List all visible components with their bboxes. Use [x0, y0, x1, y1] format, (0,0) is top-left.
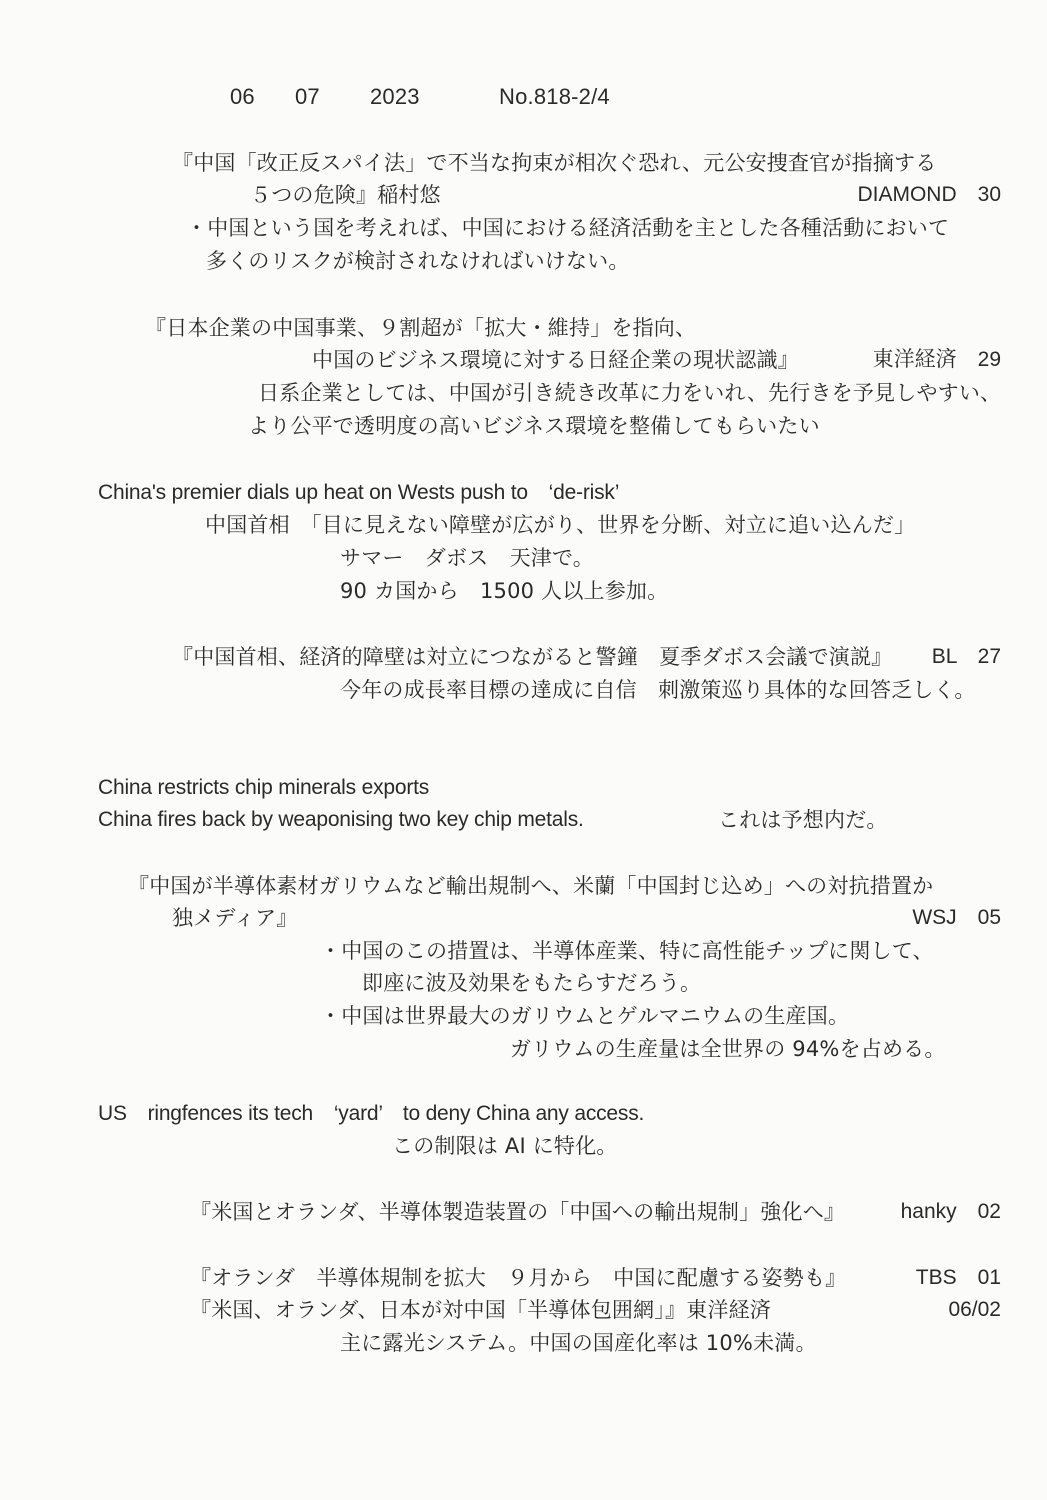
article-title-cont: 中国のビジネス環境に対する日経企業の現状認識』 — [312, 348, 799, 372]
article-note: ・中国は世界最大のガリウムとゲルマニウムの生産国。 — [320, 1004, 850, 1028]
section-headline: China restricts chip minerals exports — [98, 776, 430, 799]
header-number: No.818-2/4 — [499, 84, 610, 109]
article-note: ・中国のこの措置は、半導体産業、特に高性能チップに関して、 — [320, 939, 934, 963]
article-note: 即座に波及効果をもたらすだろう。 — [362, 971, 702, 995]
article-source: WSJ 05 — [912, 906, 1001, 929]
article-title-cont: ５つの危険』稲村悠 — [250, 183, 441, 207]
header-day: 06 — [230, 84, 255, 109]
article-title: 『中国「改正反スパイ法」で不当な拘束が相次ぐ恐れ、元公安捜査官が指摘する — [172, 151, 937, 175]
article-note: 主に露光システム。中国の国産化率は 10%未満。 — [340, 1331, 817, 1355]
article-note: 今年の成長率目標の達成に自信 刺激策巡り具体的な回答乏しく。 — [340, 678, 976, 702]
section-headline: China's premier dials up heat on Wests push to ‘de-risk’ — [98, 481, 620, 504]
premier-detail: 90 カ国から 1500 人以上参加。 — [340, 579, 669, 603]
article-source: hanky 02 — [900, 1200, 1001, 1223]
header-month: 07 — [295, 84, 320, 109]
article-source: 06/02 — [948, 1298, 1001, 1321]
section-headline: US ringfences its tech ‘yard’ to deny China any access. — [98, 1102, 645, 1125]
article-source: DIAMOND 30 — [857, 183, 1001, 206]
article-source: TBS 01 — [915, 1266, 1001, 1289]
article-note: ガリウムの生産量は全世界の 94%を占める。 — [510, 1037, 946, 1061]
article-title: 『オランダ 半導体規制を拡大 ９月から 中国に配慮する姿勢も』 — [190, 1266, 847, 1290]
section-comment: これは予想内だ。 — [718, 808, 888, 832]
section-headline-sub: China fires back by weaponising two key chip metals. — [98, 808, 584, 831]
article-title-cont: 独メディア』 — [172, 906, 298, 930]
article-note: 日系企業としては、中国が引き続き改革に力をいれ、先行きを予見しやすい、 — [258, 381, 1002, 405]
header-year: 2023 — [370, 84, 420, 109]
article-source: BL 27 — [931, 645, 1001, 668]
article-title: 『米国とオランダ、半導体製造装置の「中国への輸出規制」強化へ』 — [190, 1200, 846, 1224]
article-title: 『米国、オランダ、日本が対中国「半導体包囲網」』東洋経済 — [190, 1298, 771, 1322]
article-source: 東洋経済 29 — [872, 348, 1001, 371]
article-title: 『中国が半導体素材ガリウムなど輸出規制へ、米蘭「中国封じ込め」への対抗措置か — [128, 874, 934, 898]
article-title: 『日本企業の中国事業、９割超が「拡大・維持」を指向、 — [145, 316, 697, 340]
article-note: より公平で透明度の高いビジネス環境を整備してもらいたい — [248, 414, 820, 438]
premier-detail: サマー ダボス 天津で。 — [340, 546, 594, 570]
article-title: 『中国首相、経済的障壁は対立につながると警鐘 夏季ダボス会議で演説』 — [172, 645, 893, 669]
section-comment: この制限は AI に特化。 — [392, 1134, 618, 1158]
article-note: 多くのリスクが検討されなければいけない。 — [206, 249, 630, 273]
premier-quote: 中国首相 「目に見えない障壁が広がり、世界を分断、対立に追い込んだ」 — [205, 513, 916, 537]
article-note: ・中国という国を考えれば、中国における経済活動を主とした各種活動において — [186, 216, 950, 240]
